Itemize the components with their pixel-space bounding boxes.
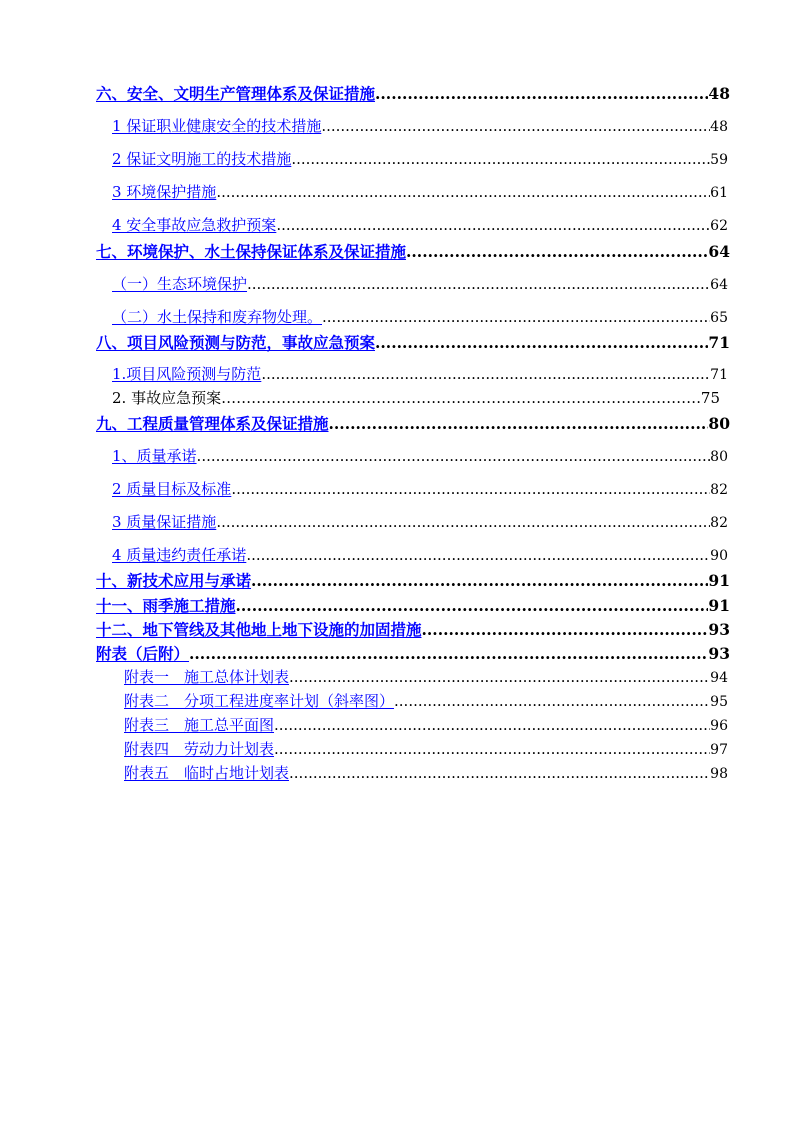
toc-entry-page: 64 — [708, 242, 730, 261]
toc-entry-title[interactable]: 1 保证职业健康安全的技术措施 — [112, 117, 322, 135]
toc-entry-section-7[interactable] — [96, 240, 730, 262]
toc-entry-page: 71 — [710, 367, 728, 383]
toc-entry-9-4[interactable] — [112, 544, 728, 565]
dot-leader — [322, 308, 710, 326]
toc-entry-title[interactable]: 4 质量违约责任承诺 — [112, 546, 247, 564]
toc-entry-page: 93 — [708, 644, 730, 663]
toc-entry-appendix-3[interactable] — [124, 714, 728, 735]
toc-entry-9-2[interactable] — [112, 478, 728, 499]
toc-entry-title[interactable]: 附表（后附） — [96, 644, 190, 663]
toc-entry-page: 59 — [710, 152, 728, 168]
toc-entry-title[interactable]: 3 质量保证措施 — [112, 513, 217, 531]
toc-entry-section-12[interactable] — [96, 618, 730, 640]
dot-leader — [216, 513, 710, 531]
toc-entry-7-1[interactable] — [112, 273, 728, 294]
toc-entry-page: 48 — [710, 119, 728, 135]
dot-leader — [289, 668, 710, 686]
dot-leader — [221, 389, 701, 407]
dot-leader — [329, 414, 709, 433]
toc-entry-title[interactable]: 2 质量目标及标准 — [112, 480, 232, 498]
dot-leader — [236, 596, 709, 615]
toc-entry-title[interactable]: （二）水土保持和废弃物处理。 — [112, 308, 323, 326]
toc-entry-section-10[interactable] — [96, 569, 730, 591]
toc-entry-title[interactable]: 六、安全、文明生产管理体系及保证措施 — [96, 84, 376, 103]
toc-entry-appendix[interactable] — [96, 642, 730, 664]
toc-entry-title[interactable]: 附表四 劳动力计划表 — [124, 740, 275, 758]
toc-entry-page: 80 — [710, 449, 728, 465]
toc-entry-6-1[interactable] — [112, 115, 728, 136]
dot-leader — [274, 740, 710, 758]
toc-entry-title[interactable]: 附表五 临时占地计划表 — [124, 764, 290, 782]
toc-entry-page: 82 — [710, 515, 728, 531]
toc-entry-6-3[interactable] — [112, 181, 728, 202]
dot-leader — [276, 216, 710, 234]
toc-entry-page: 48 — [708, 84, 730, 103]
toc-entry-page: 94 — [710, 670, 728, 686]
dot-leader — [197, 447, 711, 465]
toc-entry-section-11[interactable] — [96, 594, 730, 616]
toc-entry-appendix-4[interactable] — [124, 738, 728, 759]
toc-entry-page: 96 — [710, 718, 728, 734]
toc-entry-section-8[interactable] — [96, 331, 730, 353]
toc-entry-title[interactable]: 八、项目风险预测与防范，事故应急预案 — [96, 333, 376, 352]
toc-entry-title[interactable]: 七、环境保护、水土保持保证体系及保证措施 — [96, 242, 407, 261]
toc-entry-appendix-2[interactable] — [124, 690, 728, 711]
toc-entry-title[interactable]: 1、质量承诺 — [112, 447, 197, 465]
toc-entry-title[interactable]: 2 保证文明施工的技术措施 — [112, 150, 292, 168]
dot-leader — [251, 571, 708, 590]
toc-entry-title[interactable]: 3 环境保护措施 — [112, 183, 217, 201]
toc-entry-title[interactable]: 九、工程质量管理体系及保证措施 — [96, 414, 329, 433]
toc-entry-page: 62 — [710, 218, 728, 234]
toc-entry-title[interactable]: 十一、雨季施工措施 — [96, 596, 236, 615]
dot-leader — [291, 150, 710, 168]
toc-entry-appendix-1[interactable] — [124, 666, 728, 687]
toc-entry-appendix-5[interactable] — [124, 762, 728, 783]
toc-entry-title[interactable]: 附表三 施工总平面图 — [124, 716, 275, 734]
toc-entry-8-1[interactable] — [112, 363, 728, 384]
toc-entry-title: 2. 事故应急预案 — [112, 389, 222, 407]
dot-leader — [289, 764, 710, 782]
dot-leader — [216, 183, 710, 201]
toc-entry-page: 95 — [710, 694, 728, 710]
dot-leader — [246, 546, 710, 564]
dot-leader — [406, 242, 708, 261]
dot-leader — [274, 716, 710, 734]
dot-leader — [321, 117, 710, 135]
toc-entry-page: 75 — [700, 389, 720, 407]
toc-entry-7-2[interactable] — [112, 306, 728, 327]
toc-entry-8-2 — [112, 387, 720, 408]
toc-entry-section-6[interactable] — [96, 82, 730, 104]
dot-leader — [394, 692, 710, 710]
toc-entry-page: 71 — [708, 333, 730, 352]
toc-entry-title[interactable]: 1.项目风险预测与防范 — [112, 365, 262, 383]
toc-entry-page: 82 — [710, 482, 728, 498]
toc-entry-6-2[interactable] — [112, 148, 728, 169]
toc-entry-page: 91 — [708, 571, 730, 590]
toc-entry-title[interactable]: 附表一 施工总体计划表 — [124, 668, 290, 686]
dot-leader — [189, 644, 708, 663]
dot-leader — [247, 275, 710, 293]
toc-entry-title[interactable]: 十二、地下管线及其他地上地下设施的加固措施 — [96, 620, 422, 639]
toc-entry-page: 91 — [708, 596, 730, 615]
toc-entry-page: 90 — [710, 548, 728, 564]
toc-entry-title[interactable]: 附表二 分项工程进度率计划（斜率图） — [124, 692, 395, 710]
dot-leader — [231, 480, 710, 498]
toc-entry-9-3[interactable] — [112, 511, 728, 532]
toc-entry-page: 64 — [710, 277, 728, 293]
dot-leader — [375, 84, 708, 103]
dot-leader — [422, 620, 709, 639]
toc-entry-9-1[interactable] — [112, 445, 728, 466]
dot-leader — [375, 333, 708, 352]
toc-entry-page: 93 — [708, 620, 730, 639]
toc-entry-page: 61 — [710, 185, 728, 201]
toc-entry-title[interactable]: 十、新技术应用与承诺 — [96, 571, 252, 590]
dot-leader — [261, 365, 710, 383]
toc-entry-page: 80 — [708, 414, 730, 433]
toc-entry-title[interactable]: 4 安全事故应急救护预案 — [112, 216, 277, 234]
toc-entry-6-4[interactable] — [112, 214, 728, 235]
toc-entry-page: 97 — [710, 742, 728, 758]
toc-entry-section-9[interactable] — [96, 412, 730, 434]
toc-entry-page: 98 — [710, 766, 728, 782]
toc-entry-title[interactable]: （一）生态环境保护 — [112, 275, 248, 293]
toc-entry-page: 65 — [710, 310, 728, 326]
